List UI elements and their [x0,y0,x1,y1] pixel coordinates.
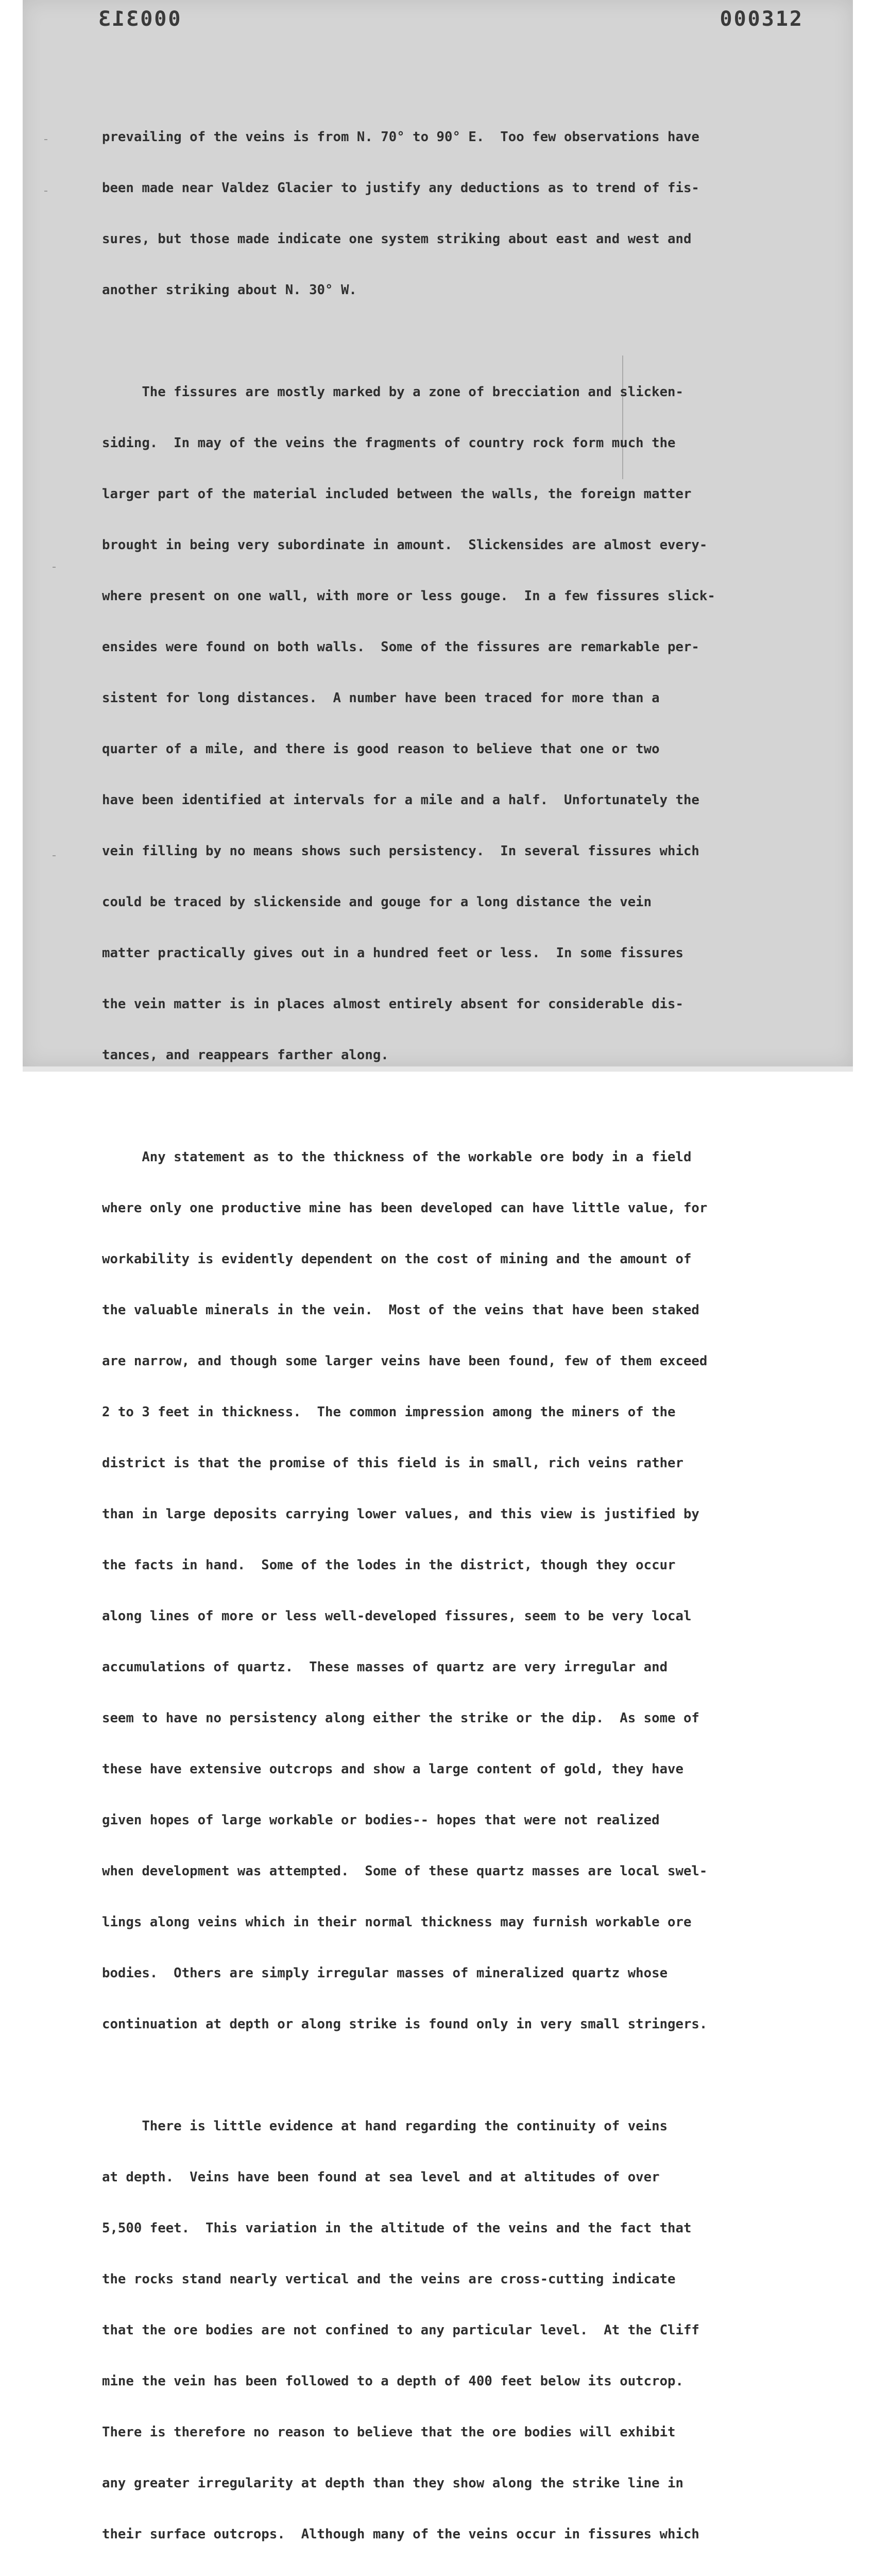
text-line: sures, but those made indicate one system striking about east and west and [102,231,692,247]
margin-tick [44,191,47,192]
text-line: lings along veins which in their normal thickness may furnish workable ore [102,1914,692,1930]
text-line: 5,500 feet. This variation in the altitude of the veins and the fact that [102,2221,692,2236]
paragraph-vein-trends [102,95,772,333]
text-line: have been identified at intervals for a mile and a half. Unfortunately the [102,792,699,808]
text-line: siding. In may of the veins the fragments of country rock form much the [102,435,676,451]
text-line: any greater irregularity at depth than they show along the strike line in [102,2476,683,2491]
document-body [102,95,772,2576]
text-line: the facts in hand. Some of the lodes in the district, though they occur [102,1557,676,1573]
text-line: mine the vein has been followed to a depth of 400 feet below its outcrop. [102,2374,683,2389]
text-line: given hopes of large workable or bodies-- hopes that were not realized [102,1812,660,1828]
text-line: vein filling by no means shows such persistency. In several fissures which [102,843,699,859]
text-line: continuation at depth or along strike is found only in very small stringers. [102,2016,708,2032]
text-line: district is that the promise of this field is in small, rich veins rather [102,1455,683,1471]
text-line: at depth. Veins have been found at sea level and at altitudes of over [102,2170,660,2185]
text-line: the valuable minerals in the vein. Most of the veins that have been staked [102,1302,699,1318]
text-line: bodies. Others are simply irregular masses of mineralized quartz whose [102,1965,668,1981]
text-line: been made near Valdez Glacier to justify any deductions as to trend of fis- [102,180,699,196]
page-stamp-mirrored: 000313 [97,7,181,31]
text-line: that the ore bodies are not confined to any particular level. At the Cliff [102,2323,699,2338]
text-line: than in large deposits carrying lower values, and this view is justified by [102,1506,699,1522]
margin-tick [44,139,47,140]
text-line: There is therefore no reason to believe that the ore bodies will exhibit [102,2425,676,2440]
text-line: Any statement as to the thickness of the workable ore body in a field [102,1149,692,1165]
text-line: tances, and reappears farther along. [102,1047,389,1063]
text-line: the rocks stand nearly vertical and the veins are cross-cutting indicate [102,2272,676,2287]
text-line: along lines of more or less well-developed fissures, seem to be very local [102,1608,692,1624]
text-line: are narrow, and though some larger veins have been found, few of them exceed [102,1353,708,1369]
paragraph-vein-continuity [102,2084,772,2576]
paragraph-ore-thickness [102,1115,772,2067]
text-line: prevailing of the veins is from N. 70° to 90° E. Too few observations have [102,129,699,145]
text-line: could be traced by slickenside and gouge for a long distance the vein [102,894,652,910]
text-line: There is little evidence at hand regarding the continuity of veins [102,2119,668,2134]
text-line: accumulations of quartz. These masses of quartz are very irregular and [102,1659,668,1675]
text-line: another striking about N. 30° W. [102,282,357,298]
text-line: brought in being very subordinate in amount. Slickensides are almost every- [102,537,708,553]
text-line: larger part of the material included between the walls, the foreign matter [102,486,692,502]
text-line: matter practically gives out in a hundred feet or less. In some fissures [102,945,683,961]
text-line: sistent for long distances. A number have been traced for more than a [102,690,660,706]
margin-tick [53,855,56,856]
margin-tick [53,567,56,568]
text-line: the vein matter is in places almost entirely absent for considerable dis- [102,996,683,1012]
text-line: when development was attempted. Some of these quartz masses are local swel- [102,1863,708,1879]
text-line: 2 to 3 feet in thickness. The common impression among the miners of the [102,1404,676,1420]
text-line: workability is evidently dependent on the cost of mining and the amount of [102,1251,692,1267]
text-line: The fissures are mostly marked by a zone of brecciation and slicken- [102,384,683,400]
text-line: their surface outcrops. Although many of the veins occur in fissures which [102,2527,699,2542]
text-line: seem to have no persistency along either the strike or the dip. As some of [102,1710,699,1726]
text-line: ensides were found on both walls. Some of the fissures are remarkable per- [102,639,699,655]
page-stamp-number: 000312 [720,7,803,31]
paragraph-fissures [102,350,772,1098]
text-line: these have extensive outcrops and show a large content of gold, they have [102,1761,683,1777]
text-line: where present on one wall, with more or less gouge. In a few fissures slick- [102,588,715,604]
text-line: quarter of a mile, and there is good reason to believe that one or two [102,741,660,757]
text-line: where only one productive mine has been developed can have little value, for [102,1200,708,1216]
